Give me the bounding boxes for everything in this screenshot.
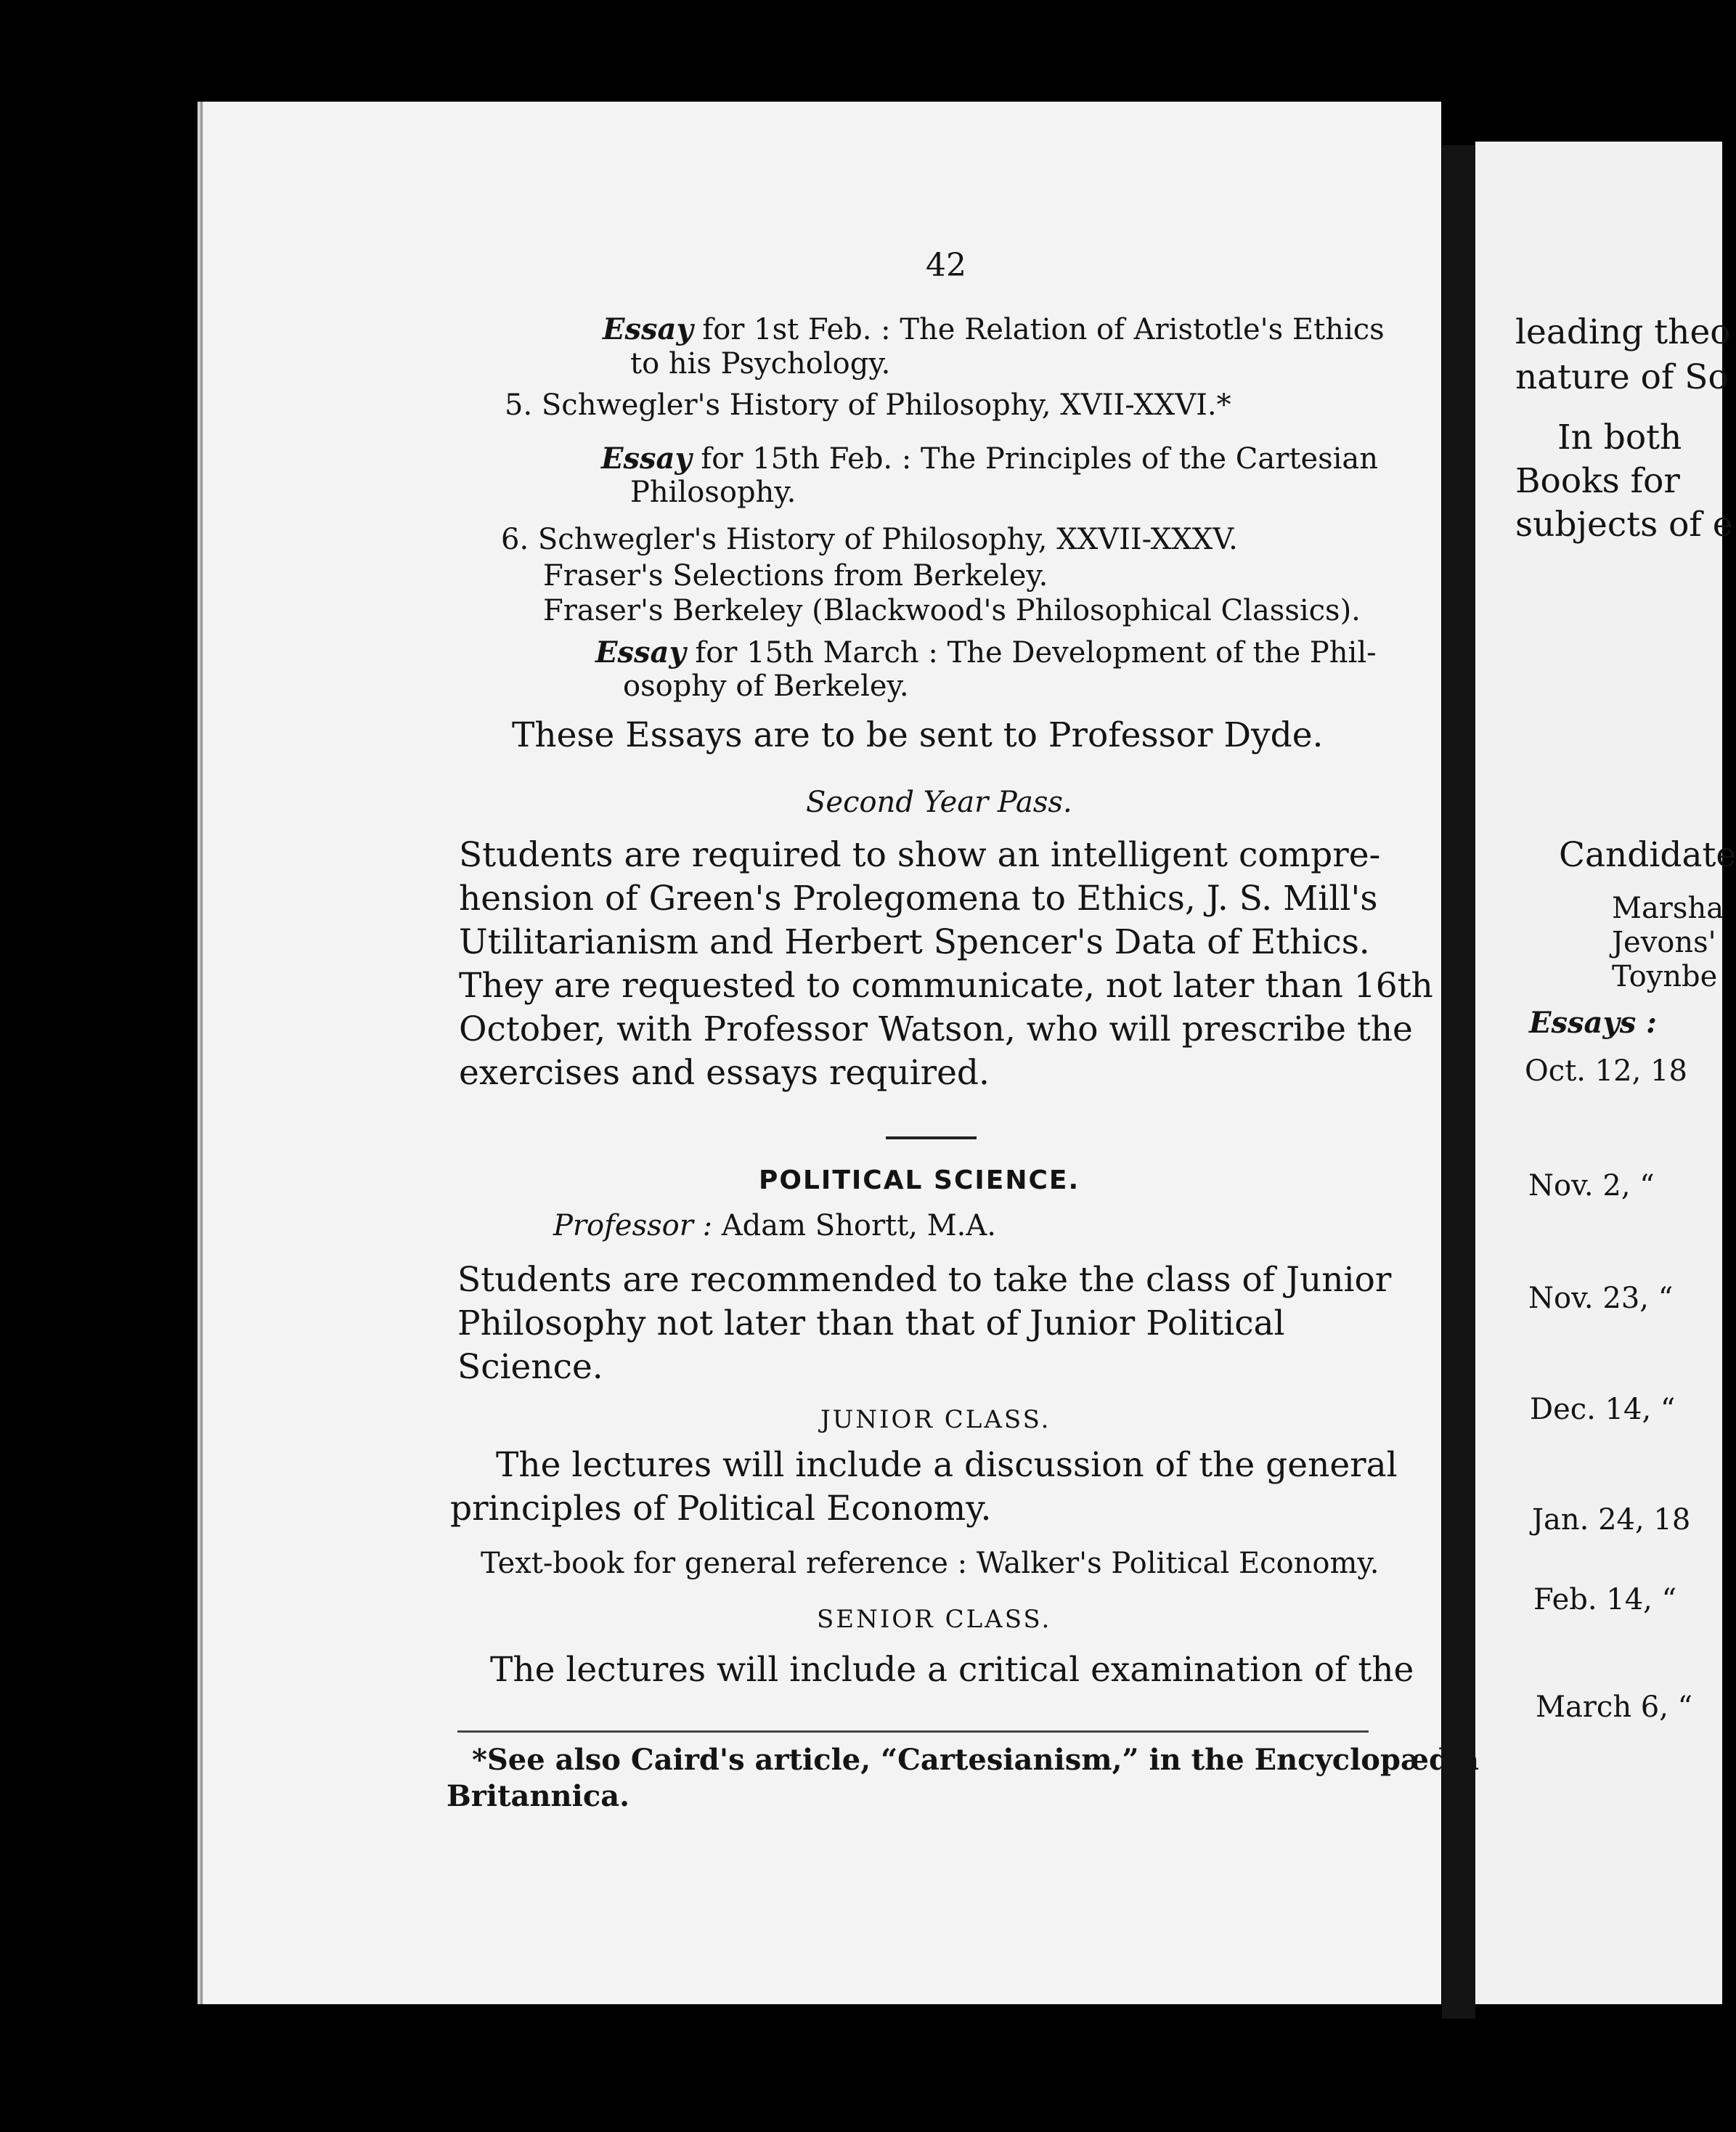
footnote-line-1: *See also Caird's article, “Cartesianism,” in the Encyclopædia (472, 1743, 1480, 1777)
professor-name: Adam Shortt, M.A. (721, 1209, 996, 1242)
ps-intro-line-3: Science. (457, 1347, 603, 1387)
essays-note: These Essays are to be sent to Professor Dyde. (512, 715, 1324, 755)
essay-label: Essay (595, 635, 686, 670)
item6-line2: Fraser's Selections from Berkeley. (543, 559, 1048, 593)
senior-line: The lectures will include a critical examination of the (490, 1650, 1414, 1690)
junior-class-heading: JUNIOR CLASS. (820, 1405, 1051, 1434)
junior-line-1: The lectures will include a discussion of the general (496, 1445, 1398, 1485)
professor-line (553, 1209, 996, 1242)
political-science-heading: POLITICAL SCIENCE. (759, 1165, 1080, 1195)
item5-essay-line2: Philosophy. (630, 476, 796, 509)
essay-text: for 1st Feb. : The Relation of Aristotle's Ethics (702, 313, 1385, 346)
essays-label: Essays : (1529, 1006, 1657, 1040)
book-jevons: Jevons' (1612, 926, 1716, 959)
essay-label: Essay (601, 442, 692, 476)
page-number: 42 (926, 247, 966, 284)
second-year-line-4: They are requested to communicate, not later than 16th (459, 966, 1433, 1006)
item5-line (505, 388, 1231, 422)
item5-text: Schwegler's History of Philosophy, XVII-XXVI.* (541, 388, 1231, 422)
item4-essay-line2: to his Psychology. (630, 347, 891, 381)
right-line-1: leading theo (1515, 312, 1731, 352)
date-oct: Oct. 12, 18 (1525, 1054, 1687, 1088)
book-marshall: Marsha (1612, 892, 1724, 925)
item6-essay-line2: osophy of Berkeley. (623, 670, 909, 703)
book-toynbee: Toynbe (1612, 960, 1718, 993)
item6-number: 6. (501, 523, 529, 556)
footnote-line-2: Britannica. (447, 1779, 630, 1813)
textbook-line: Text-book for general reference : Walker's Political Economy. (481, 1547, 1380, 1580)
item6-essay-line1 (595, 635, 1377, 670)
item6-line1 (501, 523, 1238, 556)
second-year-line-5: October, with Professor Watson, who will prescribe the (459, 1009, 1413, 1049)
item6-text: Schwegler's History of Philosophy, XXVII-XXXV. (537, 523, 1238, 556)
right-line-4: Books for (1515, 461, 1680, 501)
item6-line3: Fraser's Berkeley (Blackwood's Philosophical Classics). (543, 594, 1361, 627)
ps-intro-line-1: Students are recommended to take the class of Junior (457, 1260, 1392, 1300)
section-divider (886, 1136, 977, 1139)
right-line-3: In both (1557, 418, 1682, 457)
second-year-heading: Second Year Pass. (806, 786, 1072, 819)
date-march: March 6, “ (1536, 1690, 1693, 1724)
essay-text: for 15th Feb. : The Principles of the Cartesian (701, 442, 1379, 476)
essay-label: Essay (603, 312, 693, 346)
ps-intro-line-2: Philosophy not later than that of Junior Political (457, 1303, 1285, 1343)
second-year-line-1: Students are required to show an intelligent compre- (459, 835, 1381, 875)
footnote-rule (457, 1730, 1369, 1733)
right-line-2: nature of So (1515, 357, 1729, 397)
date-jan: Jan. 24, 18 (1532, 1503, 1691, 1537)
date-dec: Dec. 14, “ (1530, 1393, 1676, 1426)
book-gutter (1442, 145, 1475, 2019)
second-year-line-2: hension of Green's Prolegomena to Ethics, J. S. Mill's (459, 879, 1378, 919)
date-nov-23: Nov. 23, “ (1528, 1282, 1674, 1315)
essay-text: for 15th March : The Development of the Phil- (695, 636, 1377, 670)
item5-number: 5. (505, 388, 533, 422)
item5-essay-line1 (601, 442, 1378, 476)
date-feb: Feb. 14, “ (1533, 1583, 1677, 1616)
candidates-line: Candidate (1559, 835, 1736, 875)
professor-label: Professor : (553, 1209, 713, 1242)
item4-essay-line1 (603, 312, 1385, 346)
right-line-5: subjects of e (1515, 505, 1733, 545)
second-year-line-3: Utilitarianism and Herbert Spencer's Data of Ethics. (459, 922, 1370, 962)
date-nov-2: Nov. 2, “ (1528, 1169, 1655, 1203)
senior-class-heading: SENIOR CLASS. (817, 1605, 1052, 1634)
second-year-line-6: exercises and essays required. (459, 1053, 990, 1093)
junior-line-2: principles of Political Economy. (450, 1489, 992, 1529)
